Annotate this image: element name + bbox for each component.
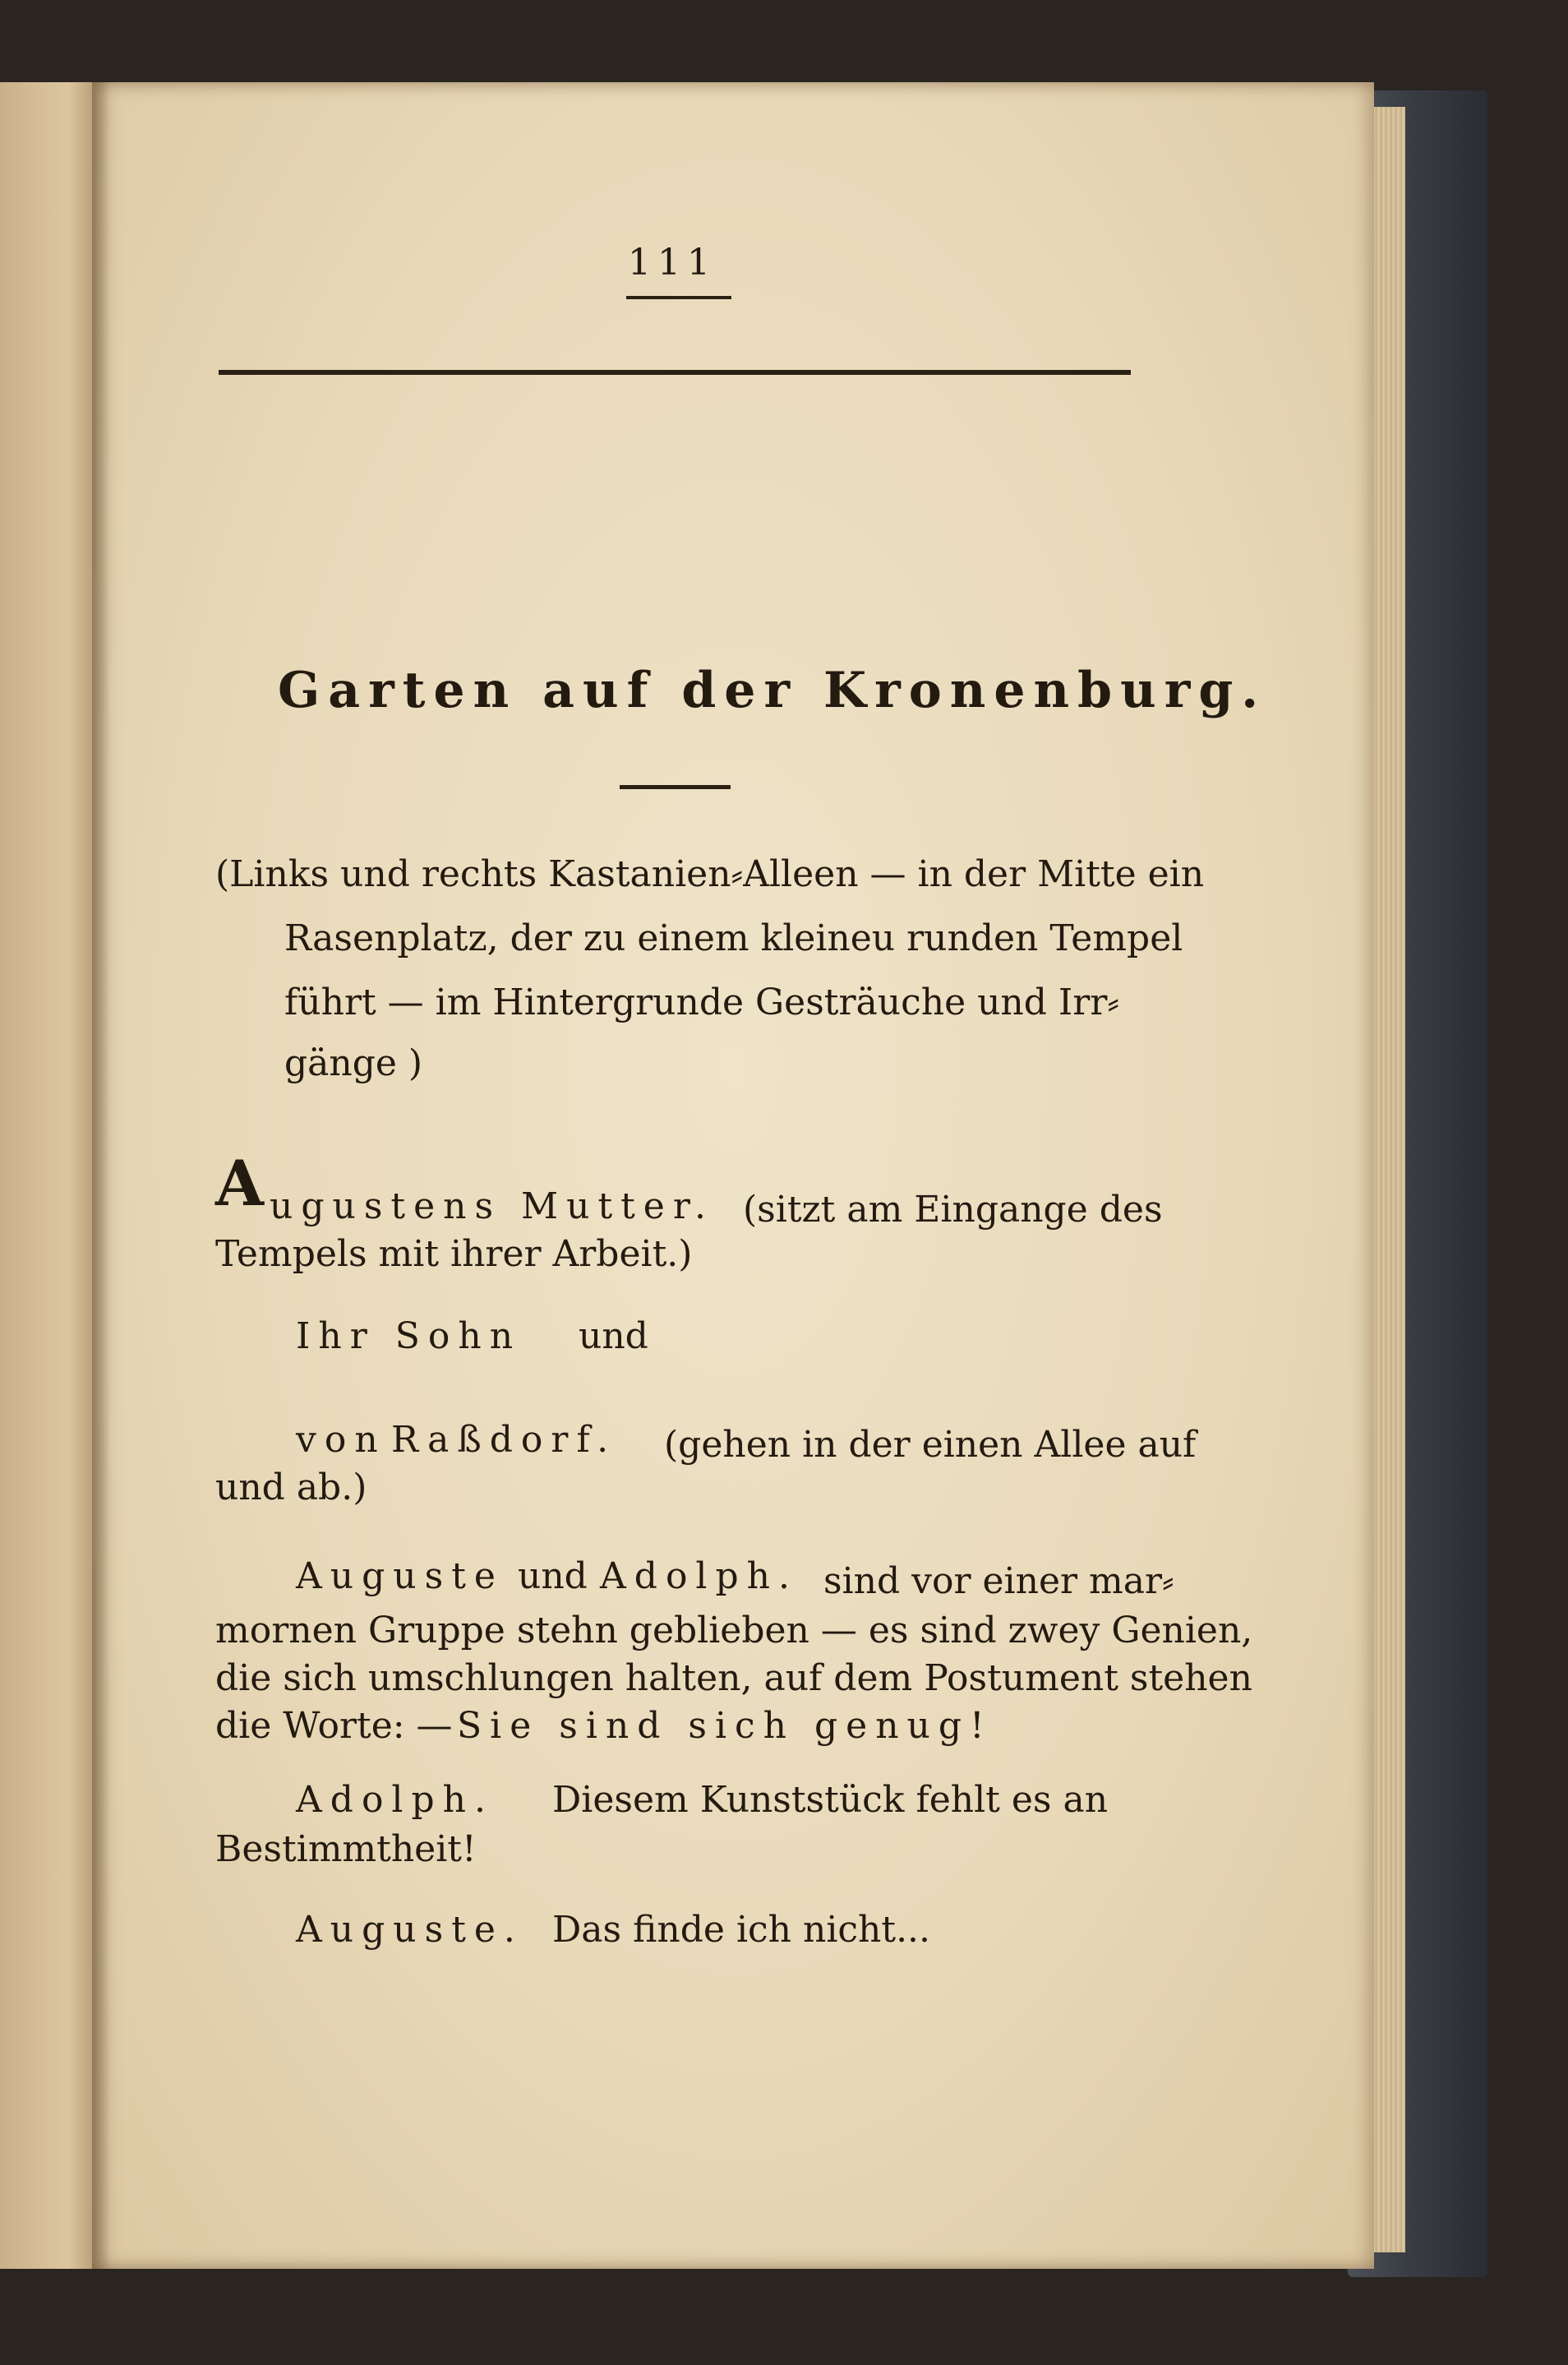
speaker-name: Auguste: [296, 1555, 504, 1597]
page-number-rule: [626, 296, 731, 299]
stage-direction: (sitzt am Eingange des: [743, 1189, 1163, 1231]
stage-direction-line: sind vor einer mar⸗: [823, 1560, 1174, 1602]
stage-direction-line: mornen Gruppe stehn geblieben — es sind zwey Genien,: [215, 1610, 1253, 1651]
dialogue-line: Bestimmtheit!: [215, 1828, 477, 1870]
inscription: Sie sind sich genug!: [457, 1705, 993, 1747]
stage-direction-line: die sich umschlungen halten, auf dem Postument stehen: [215, 1657, 1252, 1699]
stage-direction-line: gänge ): [284, 1042, 423, 1084]
speaker-name: Adolph.: [296, 1779, 494, 1821]
speaker-initial: A: [215, 1147, 264, 1220]
speaker-name: Raßdorf.: [391, 1419, 617, 1461]
title-rule: [620, 785, 731, 789]
conjunction: und: [579, 1315, 648, 1357]
page-gutter: [92, 82, 110, 2269]
stage-direction-line: die Worte: —: [215, 1705, 453, 1747]
stage-direction-line: führt — im Hintergrunde Gesträuche und Irr⸗: [284, 982, 1120, 1023]
speaker-name: ugustens Mutter.: [270, 1185, 715, 1227]
conjunction: und: [518, 1555, 588, 1597]
speaker-name: Adolph.: [600, 1555, 798, 1597]
stage-direction: und ab.): [215, 1467, 367, 1508]
left-page-edge: [0, 82, 97, 2269]
speaker-name: Auguste.: [296, 1909, 523, 1951]
stage-direction: (gehen in der einen Allee auf: [664, 1424, 1197, 1466]
speaker-name: Ihr Sohn: [296, 1315, 522, 1357]
speaker-prefix: von: [296, 1419, 386, 1461]
stage-direction: Tempels mit ihrer Arbeit.): [215, 1233, 693, 1275]
dialogue-line: Das finde ich nicht...: [552, 1909, 931, 1951]
stage-direction-line: Rasenplatz, der zu einem kleineu runden Tempel: [284, 917, 1183, 959]
dialogue-line: Diesem Kunststück fehlt es an: [552, 1779, 1109, 1821]
stage-direction-line: (Links und rechts Kastanien⸗Alleen — in der Mitte ein: [215, 853, 1205, 895]
scene-title: Garten auf der Kronenburg.: [278, 662, 1267, 719]
page-number: 111: [628, 242, 717, 284]
header-rule: [219, 370, 1131, 375]
